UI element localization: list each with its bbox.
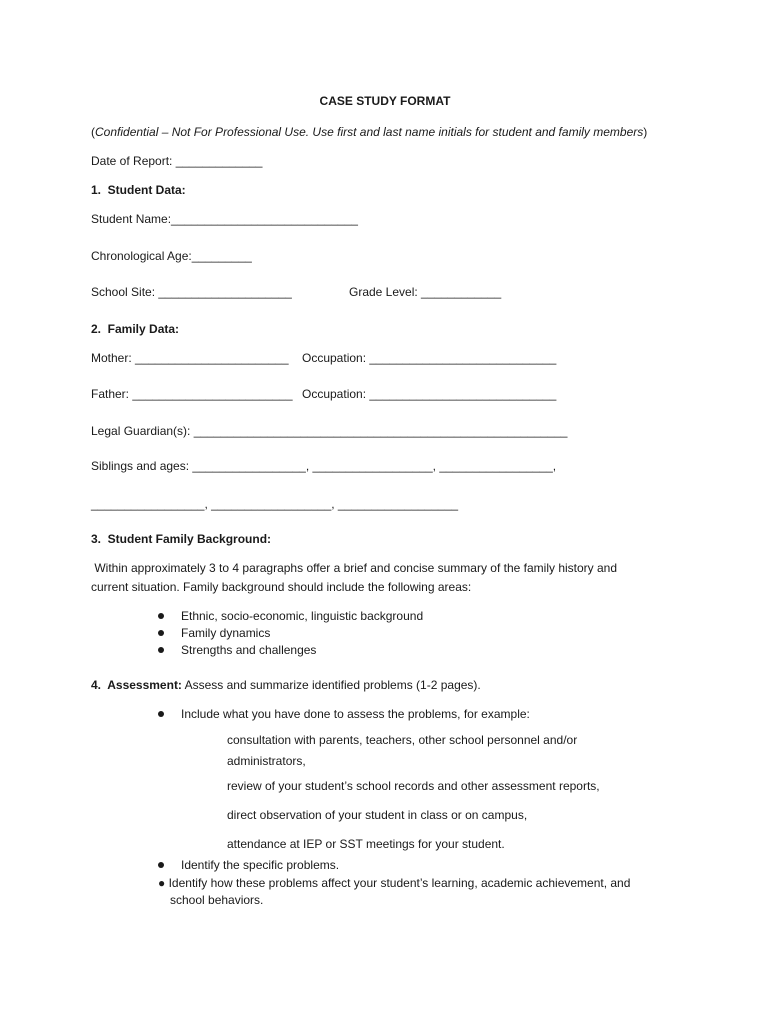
bullet-icon — [158, 647, 164, 653]
mother-occupation-field[interactable]: Occupation: ____________________________ — [302, 351, 557, 365]
assessment-bullet-item: ● Identify how these problems affect your student’s learning, academic achievement, and — [158, 876, 631, 890]
document-title: CASE STUDY FORMAT — [319, 94, 451, 108]
assessment-sub-item: consultation with parents, teachers, other school personnel and/or — [227, 733, 578, 747]
bullet-icon — [158, 613, 164, 619]
section-family-background-heading: 3. Student Family Background: — [91, 532, 272, 546]
mother-field[interactable]: Mother: _______________________ — [91, 351, 289, 365]
assessment-sub-item: direct observation of your student in class or on campus, — [227, 808, 528, 822]
background-instructions-line1: Within approximately 3 to 4 paragraphs offer a brief and concise summary of the family history and — [91, 561, 618, 575]
legal-guardian-field[interactable]: Legal Guardian(s): ________________________________________________________ — [91, 424, 568, 438]
siblings-field[interactable]: Siblings and ages: _________________, __________________, _________________, — [91, 459, 557, 473]
assessment-sub-item: review of your student’s school records and other assessment reports, — [227, 779, 600, 793]
date-of-report-field[interactable]: Date of Report: _____________ — [91, 154, 263, 168]
father-field[interactable]: Father: ________________________ — [91, 387, 293, 401]
paren-open: ( — [91, 125, 95, 139]
school-site-field[interactable]: School Site: ____________________ — [91, 285, 292, 299]
confidentiality-text: Confidential – Not For Professional Use. Use first and last name initials for student and family members — [95, 125, 644, 139]
section-student-data-heading: 1. Student Data: — [91, 183, 186, 197]
paren-close: ) — [643, 125, 648, 139]
grade-level-field[interactable]: Grade Level: ____________ — [349, 285, 502, 299]
background-bullet-item: Family dynamics — [181, 626, 271, 640]
confidentiality-note — [91, 124, 647, 140]
background-instructions-line2: current situation. Family background should include the following areas: — [91, 580, 472, 594]
assessment-label: 4. Assessment: — [91, 678, 182, 692]
background-bullet-item: Ethnic, socio-economic, linguistic background — [181, 609, 424, 623]
assessment-bullet-item-continued: school behaviors. — [170, 893, 264, 907]
section-assessment-heading — [91, 677, 481, 693]
assessment-sub-item: administrators, — [227, 754, 306, 768]
assessment-sub-item: attendance at IEP or SST meetings for your student. — [227, 837, 505, 851]
assessment-bullet-item: Include what you have done to assess the problems, for example: — [181, 707, 530, 721]
chronological-age-field[interactable]: Chronological Age:_________ — [91, 249, 252, 263]
assessment-bullet-item: Identify the specific problems. — [181, 858, 340, 872]
father-occupation-field[interactable]: Occupation: ____________________________ — [302, 387, 557, 401]
bullet-icon — [158, 630, 164, 636]
background-bullet-item: Strengths and challenges — [181, 643, 317, 657]
assessment-description: Assess and summarize identified problems (1-2 pages). — [181, 678, 481, 692]
siblings-field-continued[interactable]: _________________, __________________, __________________ — [91, 497, 459, 511]
student-name-field[interactable]: Student Name:____________________________ — [91, 212, 358, 226]
section-family-data-heading: 2. Family Data: — [91, 322, 180, 336]
bullet-icon — [158, 711, 164, 717]
bullet-icon — [158, 862, 164, 868]
